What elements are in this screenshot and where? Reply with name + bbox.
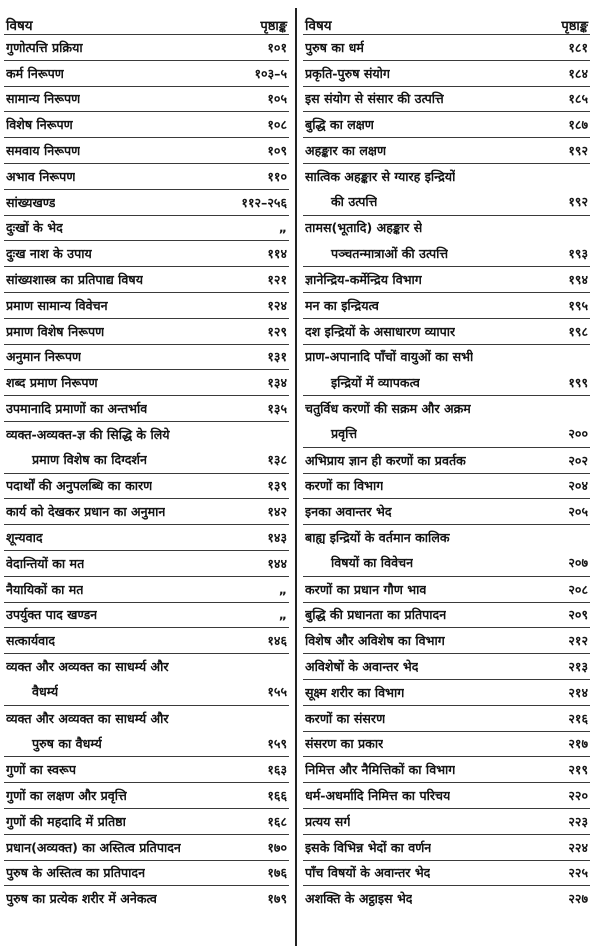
entry-page-number: १०३–५ (254, 65, 287, 81)
contents-entry (4, 240, 289, 266)
entry-title: पुरुष का धर्म (305, 39, 364, 55)
entry-page-number: १२९ (267, 323, 287, 339)
contents-entry (303, 498, 590, 524)
entry-title: गुणों की महदादि में प्रतिष्ठा (6, 813, 126, 829)
entry-page-number: १८५ (568, 91, 588, 107)
contents-entry (4, 86, 289, 112)
contents-entry (303, 860, 590, 886)
entry-title: की उत्पत्ति (331, 194, 378, 210)
contents-entry (4, 860, 289, 886)
entry-page-number: २१२ (568, 633, 588, 649)
entry-page-number: १४४ (267, 555, 287, 571)
entry-page-number: १९९ (568, 374, 588, 390)
entry-title: दश इन्द्रियों के असाधारण व्यापार (305, 323, 456, 339)
entry-page-number: २१३ (568, 659, 588, 675)
entry-title: कर्म निरूपण (6, 65, 64, 81)
contents-entry (4, 292, 289, 318)
contents-entry (303, 808, 590, 834)
entry-title: ज्ञानेन्द्रिय-कर्मेन्द्रिय विभाग (305, 272, 422, 288)
contents-entry (303, 756, 590, 782)
contents-entry (4, 782, 289, 808)
entry-title: बुद्धि का लक्षण (305, 117, 374, 133)
contents-entry (303, 163, 590, 189)
entry-page-number: १४६ (267, 633, 287, 649)
contents-entry (303, 550, 590, 576)
entry-page-number: २१६ (568, 710, 588, 726)
contents-entry (4, 627, 289, 653)
contents-entry (303, 602, 590, 628)
left-column-header (4, 8, 289, 34)
entry-title: अभिप्राय ज्ञान ही करणों का प्रवर्तक (305, 452, 466, 468)
contents-entry (303, 240, 590, 266)
entry-title: अशक्ति के अट्ठाइस भेद (305, 891, 413, 907)
contents-entry (303, 705, 590, 731)
entry-title: इन्द्रियों में व्यापकत्व (331, 374, 420, 390)
entry-title: प्रमाण विशेष का दिग्दर्शन (32, 452, 147, 468)
contents-entry (4, 318, 289, 344)
entry-page-number: १३९ (267, 478, 287, 494)
entry-page-number: १०८ (267, 117, 287, 133)
left-column (4, 8, 297, 946)
contents-entry (303, 189, 590, 215)
entry-page-number: २०७ (568, 555, 588, 571)
contents-entry (303, 266, 590, 292)
contents-entry (303, 524, 590, 550)
entry-title: गुणोत्पत्ति प्रक्रिया (6, 39, 83, 55)
entry-title: अनुमान निरूपण (6, 349, 82, 365)
contents-entry (4, 369, 289, 395)
entry-page-number: १३४ (267, 375, 287, 391)
entry-title: वैधर्म्य (32, 684, 59, 700)
entry-page-number: ११० (267, 168, 287, 184)
contents-entry (303, 111, 590, 137)
contents-entry (303, 627, 590, 653)
entry-page-number: १९५ (568, 297, 588, 313)
contents-entry (303, 653, 590, 679)
entry-page-number: १३८ (267, 452, 287, 468)
entry-title: इसके विभिन्न भेदों का वर्णन (305, 839, 432, 855)
entry-title: पाँच विषयों के अवान्तर भेद (305, 865, 431, 881)
entry-title: प्रत्यय सर्ग (305, 813, 351, 829)
entry-page-number: १०१ (267, 39, 287, 55)
entry-page-number: १९२ (568, 143, 588, 159)
entry-page-number: १२१ (267, 272, 287, 288)
entry-page-number: २२७ (568, 891, 588, 907)
entry-page-number: २२५ (568, 865, 588, 881)
contents-entry (303, 292, 590, 318)
entry-page-number: १६८ (267, 813, 287, 829)
entry-page-number: १८७ (568, 117, 588, 133)
entry-page-number: १०५ (267, 91, 287, 107)
entry-page-number: १५५ (267, 684, 287, 700)
entry-title: गुणों का स्वरूप (6, 762, 76, 778)
entry-page-number: १२४ (267, 297, 287, 313)
entry-title: करणों का संसरण (305, 710, 386, 726)
contents-entry (4, 344, 289, 370)
entry-page-number: „ (278, 220, 287, 236)
contents-entry (303, 34, 590, 60)
page-number-heading: पृष्ठाङ्क (260, 19, 287, 34)
entry-title: अहङ्कार का लक्षण (305, 143, 387, 159)
contents-entry (303, 421, 590, 447)
entry-page-number: १७६ (267, 865, 287, 881)
contents-entry (303, 395, 590, 421)
entry-title: उपर्युक्त पाद खण्डन (6, 607, 98, 623)
contents-entry (303, 834, 590, 860)
entry-page-number: २०२ (568, 452, 588, 468)
contents-entry (4, 576, 289, 602)
entry-title: चतुर्विध करणों की सक्रम और अक्रम (305, 401, 471, 417)
contents-entry (303, 215, 590, 241)
entry-title: धर्म-अधर्मादि निमित्त का परिचय (305, 788, 451, 803)
subject-heading: विषय (305, 18, 332, 34)
entry-title: करणों का प्रधान गौण भाव (305, 581, 427, 597)
contents-entry (4, 163, 289, 189)
entry-page-number: १०९ (267, 143, 287, 159)
contents-entry (4, 111, 289, 137)
contents-entry (4, 34, 289, 60)
entry-title: सामान्य निरूपण (6, 91, 81, 107)
entry-page-number: २१९ (568, 762, 588, 778)
contents-entry (4, 60, 289, 86)
entry-page-number: १९८ (568, 323, 588, 339)
contents-entry (4, 885, 289, 911)
entry-page-number: १९४ (568, 272, 588, 288)
entry-title: दुःखों के भेद (6, 220, 63, 236)
entry-title: शब्द प्रमाण निरूपण (6, 375, 98, 391)
entry-title: प्रधान(अव्यक्त) का अस्तित्व प्रतिपादन (6, 839, 181, 855)
entry-page-number: १५९ (267, 735, 287, 751)
contents-entry (303, 576, 590, 602)
entry-page-number: ११४ (267, 246, 287, 262)
contents-entry (303, 344, 590, 370)
entry-page-number: १६६ (267, 788, 287, 803)
contents-entry (303, 731, 590, 757)
contents-entry (4, 602, 289, 628)
entry-title: व्यक्त और अव्यक्त का साधर्म्य और (6, 659, 169, 675)
contents-entry (4, 395, 289, 421)
entry-title: सूक्ष्म शरीर का विभाग (305, 684, 405, 700)
entry-page-number: २०९ (568, 607, 588, 623)
contents-entry (4, 215, 289, 241)
entry-page-number: १३१ (267, 349, 287, 365)
entry-title: बुद्धि की प्रधानता का प्रतिपादन (305, 607, 447, 623)
entry-title: व्यक्त और अव्यक्त का साधर्म्य और (6, 710, 169, 726)
entry-page-number: २०४ (568, 478, 588, 494)
entry-title: प्रमाण विशेष निरूपण (6, 323, 105, 339)
entry-title: सत्कार्यवाद (6, 633, 56, 649)
entry-title: पदार्थों की अनुपलब्धि का कारण (6, 478, 153, 494)
contents-entry (303, 60, 590, 86)
right-column (297, 8, 590, 946)
right-column-header (303, 8, 590, 34)
contents-entry (4, 473, 289, 499)
entry-page-number: १३५ (267, 401, 287, 417)
entry-title: इस संयोग से संसार की उत्पत्ति (305, 91, 444, 107)
entry-title: उपमानादि प्रमाणों का अन्तर्भाव (6, 401, 148, 417)
left-contents-list (4, 34, 289, 911)
entry-page-number: ११२–२५६ (241, 194, 287, 210)
entry-page-number: २२४ (568, 839, 588, 855)
entry-page-number: १८१ (568, 39, 588, 55)
entry-page-number: २१४ (568, 684, 588, 700)
entry-title: विशेष और अविशेष का विभाग (305, 633, 445, 649)
contents-entry (4, 705, 289, 731)
page-number-heading: पृष्ठाङ्क (561, 19, 588, 34)
contents-entry (4, 834, 289, 860)
entry-title: बाह्य इन्द्रियों के वर्तमान कालिक (305, 530, 450, 546)
entry-title: पुरुष का प्रत्येक शरीर में अनेकत्व (6, 891, 157, 907)
entry-title: मन का इन्द्रियत्व (305, 297, 379, 313)
entry-title: गुणों का लक्षण और प्रवृत्ति (6, 788, 127, 803)
entry-title: अभाव निरूपण (6, 168, 76, 184)
entry-title: करणों का विभाग (305, 478, 384, 494)
entry-title: तामस(भूतादि) अहङ्कार से (305, 220, 423, 236)
right-contents-list (303, 34, 590, 911)
entry-page-number: २०० (568, 426, 588, 442)
contents-entry (303, 782, 590, 808)
entry-title: प्रमाण सामान्य विवेचन (6, 297, 108, 313)
entry-page-number: १८४ (568, 65, 588, 81)
entry-title: समवाय निरूपण (6, 143, 81, 159)
entry-title: प्राण-अपानादि पाँचों वायुओं का सभी (305, 349, 474, 365)
contents-entry (303, 885, 590, 911)
entry-title: प्रकृति-पुरुष संयोग (305, 65, 391, 81)
entry-title: इनका अवान्तर भेद (305, 504, 392, 520)
contents-entry (4, 421, 289, 447)
entry-page-number: १७० (267, 839, 287, 855)
contents-entry (303, 447, 590, 473)
entry-page-number: २१७ (568, 736, 588, 752)
entry-page-number: २२० (568, 788, 588, 803)
entry-page-number: २२३ (568, 813, 588, 829)
contents-entry (303, 86, 590, 112)
entry-page-number: १९३ (568, 245, 588, 261)
entry-title: अविशेषों के अवान्तर भेद (305, 659, 419, 675)
entry-page-number: „ (278, 581, 287, 597)
entry-page-number: १९२ (568, 194, 588, 210)
contents-entry (4, 679, 289, 705)
contents-entry (303, 473, 590, 499)
entry-page-number: „ (278, 607, 287, 623)
entry-title: पुरुष का वैधर्म्य (32, 735, 102, 751)
entry-title: दुःख नाश के उपाय (6, 246, 92, 262)
contents-entry (4, 266, 289, 292)
entry-title: वेदान्तियों का मत (6, 555, 85, 571)
entry-page-number: १६३ (267, 762, 287, 778)
contents-entry (303, 318, 590, 344)
contents-entry (4, 189, 289, 215)
contents-entry (303, 679, 590, 705)
contents-entry (4, 653, 289, 679)
entry-title: विषयों का विवेचन (331, 555, 414, 571)
subject-heading: विषय (6, 18, 33, 34)
entry-title: पुरुष के अस्तित्व का प्रतिपादन (6, 865, 146, 881)
entry-title: संसरण का प्रकार (305, 736, 384, 752)
contents-entry (4, 447, 289, 473)
entry-title: पञ्चतन्मात्राओं की उत्पत्ति (331, 245, 449, 261)
contents-entry (303, 369, 590, 395)
entry-title: नैयायिकों का मत (6, 581, 84, 597)
entry-page-number: १४२ (267, 504, 287, 520)
entry-title: विशेष निरूपण (6, 117, 73, 133)
contents-entry (4, 731, 289, 757)
entry-title: प्रवृत्ति (331, 426, 358, 442)
entry-title: व्यक्त-अव्यक्त-ज्ञ की सिद्धि के लिये (6, 426, 170, 442)
contents-entry (4, 756, 289, 782)
entry-page-number: १४३ (267, 530, 287, 546)
entry-title: शून्यवाद (6, 530, 43, 546)
entry-title: सांख्यशास्त्र का प्रतिपाद्य विषय (6, 272, 144, 288)
entry-page-number: २०८ (568, 581, 588, 597)
contents-entry (4, 137, 289, 163)
contents-entry (4, 808, 289, 834)
entry-title: कार्य को देखकर प्रधान का अनुमान (6, 504, 166, 520)
entry-page-number: २०५ (568, 504, 588, 520)
entry-title: सांख्यखण्ड (6, 194, 56, 210)
entry-title: निमित्त और नैमित्तिकों का विभाग (305, 762, 456, 778)
contents-entry (4, 524, 289, 550)
contents-entry (4, 498, 289, 524)
contents-entry (4, 550, 289, 576)
entry-page-number: १७९ (267, 891, 287, 907)
entry-title: सात्विक अहङ्कार से ग्यारह इन्द्रियों (305, 168, 456, 184)
contents-entry (303, 137, 590, 163)
